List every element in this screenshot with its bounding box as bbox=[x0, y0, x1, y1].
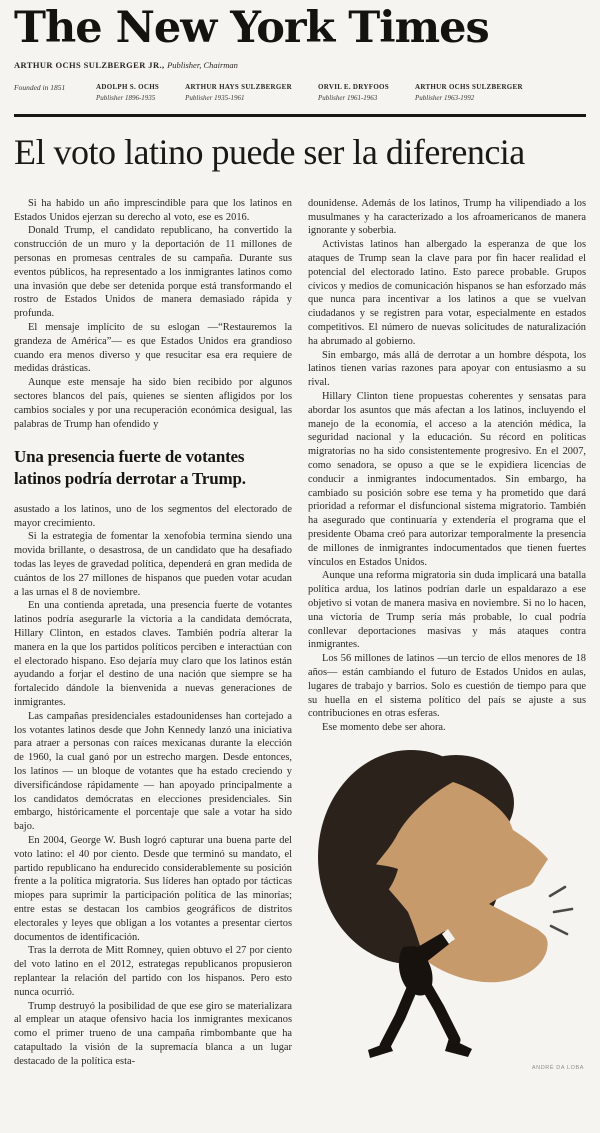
article-paragraph: Si ha habido un año imprescindible para que los latinos en Estados Unidos ejerzan su derecho al voto, ese es 2016. bbox=[14, 197, 292, 223]
article-paragraph: asustado a los latinos, uno de los segmentos del electorado de mayor crecimiento. bbox=[14, 503, 292, 529]
past-publisher bbox=[318, 83, 389, 102]
shout-lines bbox=[550, 887, 572, 934]
page-title: El voto latino puede ser la diferencia bbox=[14, 132, 525, 173]
article-paragraph: En 2004, George W. Bush logró capturar una buena parte del voto latino: el 40 por ciento. Desde que terminó su mandato, el partido republicano ha endurecido considerablemente su posición frente a la política migratoria. Sus líderes han optado por tácticas miopes para suprimir la participación política de las minorías; entre estas se destacan los cambios geográficos de distritos electorales y leyes que obligan a los votantes a presentar ciertos documentos de identificación. bbox=[14, 835, 292, 943]
past-publisher bbox=[185, 83, 292, 102]
past-publisher-tenure: Publisher 1961-1963 bbox=[317, 94, 378, 103]
past-publisher-name: ARTHUR HAYS SULZBERGER bbox=[185, 83, 292, 92]
article-body bbox=[14, 197, 586, 1085]
publisher-line bbox=[14, 60, 586, 70]
past-publisher-name: ARTHUR OCHS SULZBERGER bbox=[415, 83, 523, 92]
article-paragraph: Las campañas presidenciales estadounidenses han cortejado a los votantes latinos desde que John Kennedy lanzó una iniciativa para atraer a personas con raíces mexicanas durante la elección de 1960, la cual ganó por un estrecho margen. Desde entonces, los latinos — un bloque de votantes que ha estado creciendo y diversificándose rápidamente — han apoyado principalmente a los candidatos demócratas en elecciones presidenciales. Sin embargo, históricamente el porcentaje que sale a votar ha sido bajo. bbox=[14, 710, 292, 833]
past-publisher-tenure: Publisher 1935-1961 bbox=[185, 94, 245, 103]
article-paragraph: Si la estrategia de fomentar la xenofobia termina siendo una movida brillante, o desastrosa, de un candidato que ha desafiado todas las leyes de gravedad política, dependerá en gran medida de cuántos de los 27 millones de hispanos que pueden votar acudan a las urnas el 8 de noviembre. bbox=[14, 531, 292, 598]
past-publisher-name: ORVIL E. DRYFOOS bbox=[317, 83, 389, 92]
article-paragraph: El mensaje implícito de su eslogan —“Restauremos la grandeza de América”— es que Estados Unidos era grandioso cuando era menos diverso y que resucitar esa era requiere de medidas drásticas. bbox=[14, 322, 292, 375]
publisher-name: ARTHUR OCHS SULZBERGER JR., bbox=[14, 60, 165, 71]
article-paragraph: Aunque este mensaje ha sido bien recibido por algunos sectores blancos del país, quienes se sienten afligidos por los cambios sociales y por una recuperación económica desigual, las palabras de Trump han ofendido y bbox=[14, 377, 292, 430]
past-publisher-tenure: Publisher 1963-1992 bbox=[415, 94, 475, 103]
article-paragraph: Donald Trump, el candidato republicano, ha convertido la construcción de un muro y la deportación de 11 millones de personas en promesas centrales de su campaña. Durante sus eventos públicos, ha representado a los inmigrantes latinos como una invasión que debe ser detenida porque está transformando el rostro de Estados Unidos de manera demasiado rápida y profunda. bbox=[14, 225, 292, 320]
past-publisher bbox=[415, 83, 523, 102]
past-publisher bbox=[96, 83, 159, 102]
article-paragraph: Activistas latinos han albergado la esperanza de que los ataques de Trump sean la clave para por fin hacer realidad el potencial del electorado latino. Esto parece probable. Grupos cívicos y medios de comunicación hispanos se han esforzado más que nunca para incentivar a los latinos a que se vuelvan ciudadanos y se registren para votar, especialmente en estados competitivos. El número de nuevas solicitudes de naturalización ha abrumado al gobierno. bbox=[308, 239, 586, 347]
masthead-rule bbox=[14, 114, 586, 117]
article-paragraph: Hillary Clinton tiene propuestas coherentes y sensatas para abordar los asuntos que más afectan a los latinos, incluyendo el manejo de la economía, el acceso a la atención médica, la seguridad nacional y la educación. Su récord en políticas migratorias no ha sido consistentemente progresivo. En el 2007, como senadora, se opuso a que se le expidiera licencias de conducir a inmigrantes indocumentados. Sin embargo, ha cambiado su posición sobre ese tema y ha prometido que dará prioridad a reformar el disfuncional sistema migratorio. También ha asegurado que continuaría y extendería el programa que el presidente Obama creó para autorizar temporalmente la presencia de millones de inmigrantes indocumentados que tienen fuertes vínculos en Estados Unidos. bbox=[308, 391, 586, 568]
article-paragraph: Los 56 millones de latinos —un tercio de ellos menores de 18 años— están cambiando el futuro de Estados Unidos en aulas, lugares de trabajo y barrios. Solo es cuestión de tiempo para que su huella en el sistema político del país se ajuste a sus contribuciones en otras esferas. bbox=[308, 653, 586, 720]
past-publishers-row bbox=[14, 83, 586, 102]
carrier-figure-back-leg bbox=[385, 979, 416, 1046]
article-paragraph: Ese momento debe ser ahora. bbox=[322, 722, 446, 734]
right-column bbox=[308, 197, 586, 1085]
article-paragraph: Aunque una reforma migratoria sin duda implicará una batalla política ardua, los latinos podrían darle un espaldarazo a ese objetivo si votan de manera masiva en noviembre. Si no lo hacen, una victoria de Trump sería más probable, lo cual podría conllevar deportaciones masivas y más ataques contra inmigrantes. bbox=[308, 570, 586, 651]
illustration-credit: ANDRÉ DA LOBA bbox=[531, 1064, 584, 1071]
article-paragraph: Sin embargo, más allá de derrotar a un hombre déspota, los latinos tienen varias razones para apoyar con entusiasmo a su rival. bbox=[308, 349, 586, 389]
nyt-logo: The New York Times bbox=[14, 3, 489, 53]
shouting-head-illustration bbox=[308, 745, 586, 1085]
founded-label: Founded in 1851 bbox=[14, 83, 66, 93]
carrier-figure-front-leg bbox=[421, 977, 455, 1040]
masthead bbox=[14, 3, 586, 117]
article-paragraph: Tras la derrota de Mitt Romney, quien obtuvo el 27 por ciento del voto latino en el 2012, estrategas republicanos propusieron replantear la relación del partido con los hispanos. Pero esto nunca ocurrió. bbox=[14, 945, 292, 998]
past-publisher-name: ADOLPH S. OCHS bbox=[96, 83, 160, 92]
article-paragraph: Trump destruyó la posibilidad de que ese giro se materializara al emplear un ataque ofensivo hacia los inmigrantes mexicanos como el primer trueno de una campaña rimbombante que ha catapultado la visión de la supremacía blanca a un lugar destacado de la política esta- bbox=[14, 1000, 292, 1067]
publisher-role: Publisher, Chairman bbox=[167, 60, 238, 71]
article-paragraph: En una contienda apretada, una presencia fuerte de votantes latinos podría asegurarle la victoria a la candidata demócrata, Hillary Clinton, en estados claves. También podría alterar la manera en la que los partidos políticos perciben e interactúan con el electorado hispano. Eso dejaría muy claro que los latinos están ayudando a forjar el destino de una nación que siempre se ha fortalecido dándole la bienvenida a nuevas generaciones de inmigrantes. bbox=[14, 600, 292, 709]
left-column bbox=[14, 197, 292, 1085]
article-paragraph: dounidense. Además de los latinos, Trump ha vilipendiado a los musulmanes y ha caracterizado a los afroamericanos de manera ignorante y soberbia. bbox=[308, 197, 586, 237]
past-publisher-tenure: Publisher 1896-1935 bbox=[96, 94, 156, 103]
pull-quote: Una presencia fuerte de votantes latinos podría derrotar a Trump. bbox=[14, 447, 246, 489]
